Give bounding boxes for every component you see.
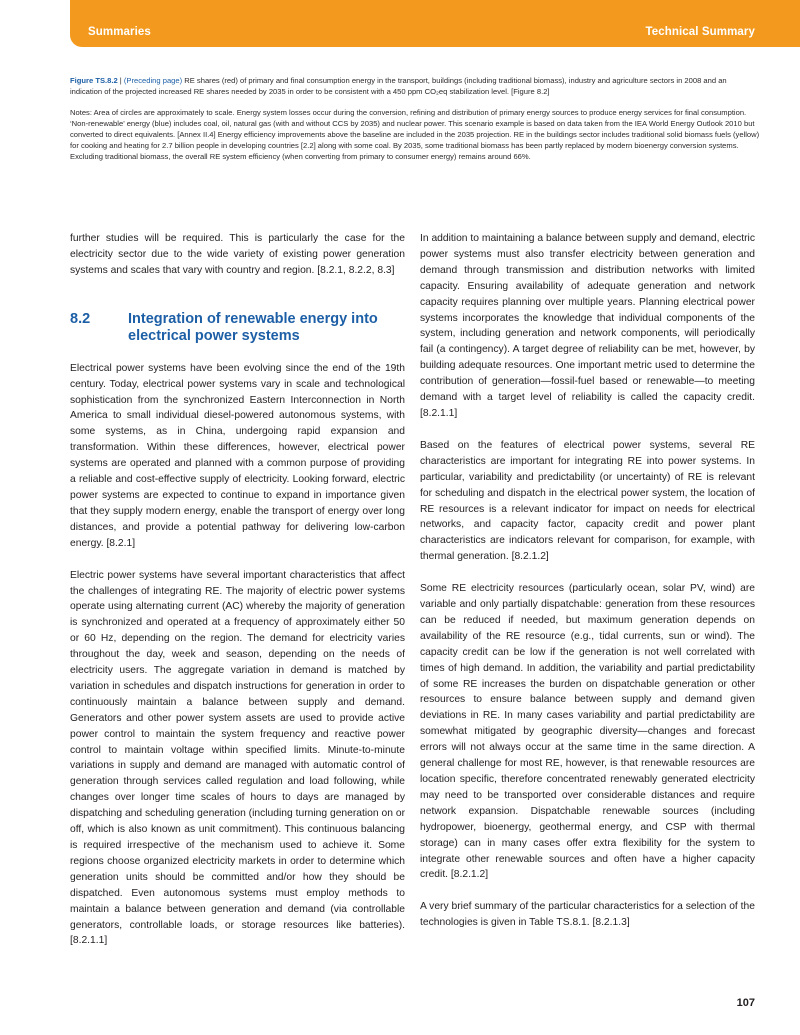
header-chapter-label: Technical Summary xyxy=(645,26,755,38)
left-column xyxy=(70,231,405,949)
paragraph: A very brief summary of the particular characteristics for a selection of the technologies is given in Table TS.8.1. [8.2.1.3] xyxy=(420,901,755,929)
figure-caption-block xyxy=(70,75,760,162)
right-column xyxy=(420,231,755,931)
figure-label: Figure TS.8.2 xyxy=(70,76,118,85)
section-title: Integration of renewable energy into electrical power systems xyxy=(128,310,378,344)
header-section-label: Summaries xyxy=(88,26,151,38)
figure-notes: Notes: Area of circles are approximately to scale. Energy system losses occur during the conversion, refining and distribution of primary energy sources to produce energy services for final consumption. ‘Non-renewable’ energy (blue) includes coal, oil, natural gas (with and without CCS by 2035) and nuclear power. This scenario example is based on data taken from the IEA World Energy Outlook 2010 but converted to direct equivalents. [Annex II.4] Energy efficiency improvements above the baseline are included in the 2035 projection. RE in the buildings sector includes traditional solid biomass fuels (yellow) for cooking and heating for 2.7 billion people in developing countries [2.2] along with some coal. By 2035, some traditional biomass has been partly replaced by modern bioenergy conversion systems. Excluding traditional biomass, the overall RE system efficiency (when converting from primary to consumer energy) remains around 66%. xyxy=(70,108,760,161)
header-bar xyxy=(70,0,800,47)
figure-reference: (Preceding page) xyxy=(123,76,183,85)
page-number: 107 xyxy=(736,997,755,1009)
section-heading xyxy=(70,311,405,345)
figure-caption xyxy=(70,75,760,97)
paragraph: further studies will be required. This is particularly the case for the electricity sector due to the wide variety of existing power generation systems and scales that vary with country and region. [8.2.1, 8.2.2, 8.3] xyxy=(70,233,405,276)
figure-caption-text: RE shares (red) of primary and final consumption energy in the transport, buildings (including traditional biomass), industry and agriculture sectors in 2008 and an indication of the projected increased RE shares needed by 2035 in order to be consistent with a 450 ppm CO₂eq stabilization level. [Figure 8.2] xyxy=(70,76,727,96)
paragraph: In addition to maintaining a balance between supply and demand, electric power systems must also transfer electricity between generation and demand through transmission and distribution networks with limited capacity. Ensuring availability of adequate generation and network capacity requires planning over multiple years. Planning electrical power systems incorporates the knowledge that individual components of the system, including generation and network components, will periodically fail (a contingency). A target degree of reliability can be met, however, by building adequate resources. One important metric used to determine the contribution of generation—fossil-fuel based or renewable—to meeting demand with a target level of reliability is called the capacity credit. [8.2.1.1] xyxy=(420,233,755,419)
paragraph: Some RE electricity resources (particularly ocean, solar PV, wind) are variable and only partially dispatchable: generation from these resources can be reduced if needed, but maximum generation depends on availability of the RE resource (e.g., tidal currents, sun or wind). The capacity credit can be low if the generation is not well correlated with times of high demand. In addition, the variability and partial predictability of some RE increases the burden on dispatchable generation or other resources to ensure balance between supply and demand given deviations in RE. In many cases variability and partial predictability are somewhat mitigated by geographic diversity—changes and forecast errors will not always occur at the same time in the same direction. A general challenge for most RE, however, is that renewable resources are location specific, therefore concentrated renewably generated electricity may need to be transported over considerable distances and require network expansion. Dispatchable renewable sources (including hydropower, bioenergy, geothermal energy, and CSP with thermal storage) can in many cases offer extra flexibility for the system to integrate other renewable sources and often have a higher capacity credit. [8.2.1.2] xyxy=(420,583,755,881)
section-number: 8.2 xyxy=(70,310,91,327)
paragraph: Based on the features of electrical power systems, several RE characteristics are important for integrating RE into power systems. In particular, variability and predictability (or uncertainty) of RE is relevant for scheduling and dispatch in the electrical power system, the location of RE resources is a relevant indicator for impact on needs for electrical networks, and capacity factor, capacity credit and power plant characteristics are indicators relevant for comparison, for example, with thermal generation. [8.2.1.2] xyxy=(420,439,755,563)
paragraph: Electrical power systems have been evolving since the end of the 19th century. Today, electrical power systems vary in scale and technological sophistication from the synchronized Eastern Interconnection in North America to small individual diesel-powered autonomous systems, with some systems, as in China, undergoing rapid expansion and transformation. Within these differences, however, electrical power systems are operated and planned with a common purpose of providing a reliable and cost-effective supply of electricity. Looking forward, electric power systems are expected to continue to expand in importance given that they supply modern energy, enable the transport of energy over long distances, and provide a potential pathway for delivering low-carbon energy. [8.2.1] xyxy=(70,362,405,549)
figure-separator: | xyxy=(117,76,124,85)
paragraph: Electric power systems have several important characteristics that affect the challenges of integrating RE. The majority of electric power systems operate using alternating current (AC) whereby the majority of generation is synchronized and operated at a frequency of approximately either 50 or 60 Hz, depending on the region. The demand for electricity varies throughout the day, week and season, depending on the needs of electricity users. The aggregate variation in demand is matched by variation in schedules and dispatch instructions for generation in order to continuously maintain a balance between supply and demand. Generators and other power system assets are used to provide active power control to maintain the system frequency and reactive power control to maintain voltage within specified limits. Minute-to-minute variations in supply and demand are managed with automatic control of generation through services called regulation and load following, while changes over longer time scales of hours to days are managed by dispatching and scheduling generation (including turning generation on or off, which is also known as unit commitment). This continuous balancing is required irrespective of the mechanism used to achieve it. Some regions choose organized electricity markets in order to determine which generation units should be committed and/or how they should be dispatched. Even autonomous systems must employ methods to maintain a balance between generation and demand (via controllable generators, controllable loads, or storage resources like batteries). [8.2.1.1] xyxy=(70,569,405,947)
